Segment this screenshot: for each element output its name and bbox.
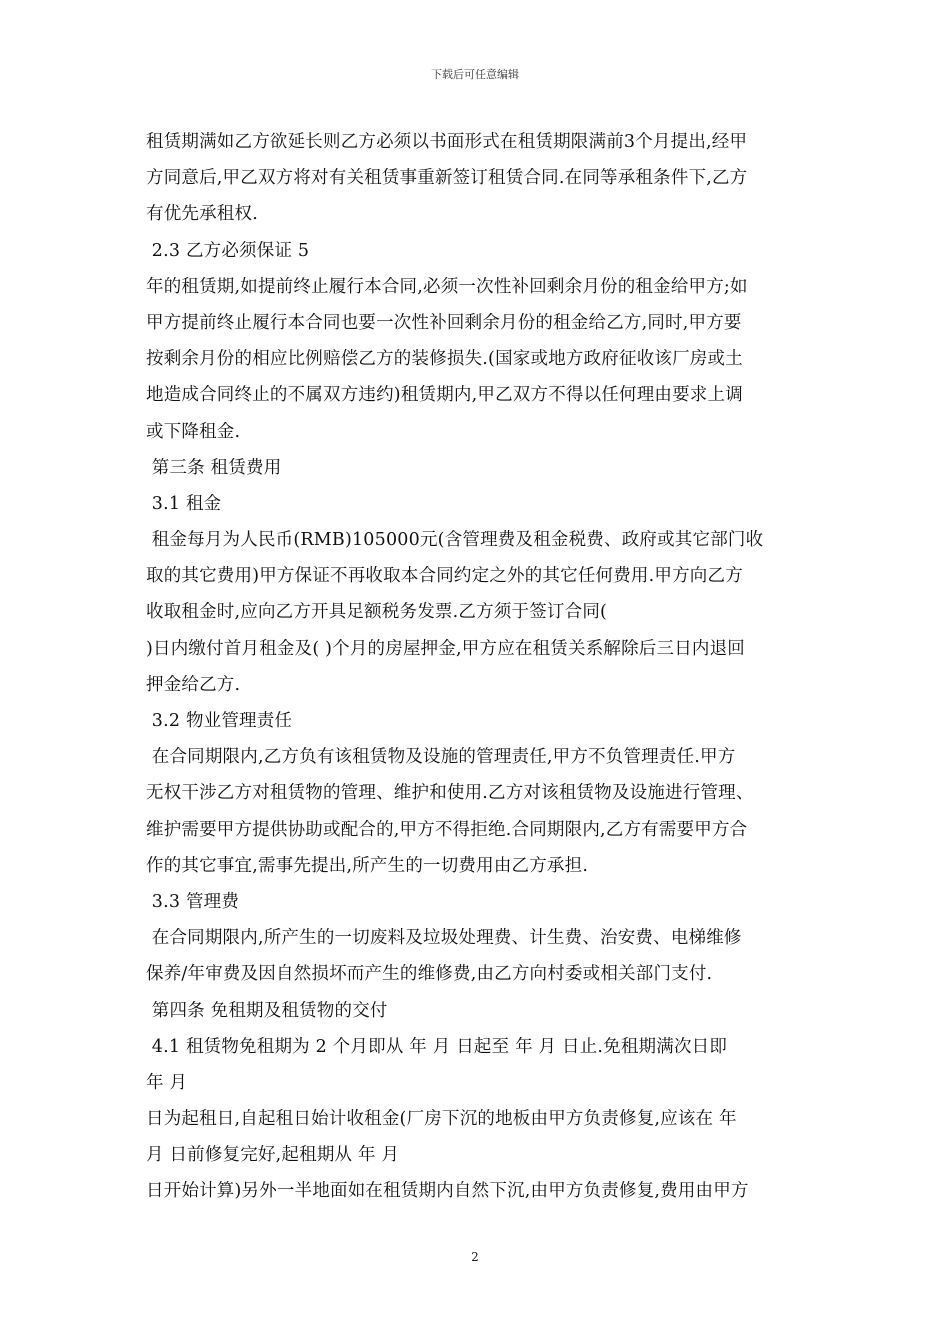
text-line: 有优先承租权. xyxy=(146,204,258,225)
text-line: 甲方提前终止履行本合同也要一次性补回剩余月份的租金给乙方,同时,甲方要 xyxy=(146,312,742,333)
text-line: 作的其它事宜,需事先提出,所产生的一切费用由乙方承担. xyxy=(146,855,589,876)
document-body xyxy=(146,124,810,1210)
text-line: 维护需要甲方提供协助或配合的,甲方不得拒绝.合同期限内,乙方有需要甲方合 xyxy=(146,819,748,840)
text-line: 地造成合同终止的不属双方违约)租赁期内,甲乙双方不得以任何理由要求上调 xyxy=(146,385,743,406)
text-line: 年 月 xyxy=(146,1072,188,1093)
text-line: 在合同期限内,乙方负有该租赁物及设施的管理责任,甲方不负管理责任.甲方 xyxy=(146,747,736,768)
text-line: 日开始计算)另外一半地面如在租赁期内自然下沉,由甲方负责修复,费用由甲方 xyxy=(146,1181,749,1202)
section-heading: 3.2 物业管理责任 xyxy=(146,711,293,731)
article-heading: 第三条 租赁费用 xyxy=(146,457,282,478)
text-line: 无权干涉乙方对租赁物的管理、维护和使用.乙方对该租赁物及设施进行管理、 xyxy=(146,783,754,804)
text-line: 收取租金时,应向乙方开具足额税务发票.乙方须于签订合同( xyxy=(146,602,608,623)
text-line: 保养/年审费及因自然损坏而产生的维修费,由乙方向村委或相关部门支付. xyxy=(146,964,713,985)
text-line: 押金给乙方. xyxy=(146,674,241,695)
section-heading: 3.3 管理费 xyxy=(146,891,240,912)
text-line: 日为起租日,自起租日始计收租金(厂房下沉的地板由甲方负责修复,应该在 年 xyxy=(146,1109,737,1130)
text-line: 月 日前修复完好,起租期从 年 月 xyxy=(146,1145,400,1166)
text-line: 按剩余月份的相应比例赔偿乙方的装修损失.(国家或地方政府征收该厂房或土 xyxy=(146,349,743,370)
page-header: 下载后可任意编辑 xyxy=(431,68,519,81)
article-heading: 第四条 免租期及租赁物的交付 xyxy=(146,1000,388,1021)
text-line: 在合同期限内,所产生的一切废料及垃圾处理费、计生费、治安费、电梯维修 xyxy=(146,928,742,949)
text-line: 或下降租金. xyxy=(146,421,241,442)
text-line: 4.1 租赁物免租期为 2 个月即从 年 月 日起至 年 月 日止.免租期满次日即 xyxy=(146,1036,728,1057)
page-number: 2 xyxy=(471,1250,479,1264)
section-heading: 2.3 乙方必须保证 5 xyxy=(146,240,310,261)
section-heading: 3.1 租金 xyxy=(146,493,222,514)
text-line: 租赁期满如乙方欲延长则乙方必须以书面形式在租赁期限满前3个月提出,经甲 xyxy=(146,132,748,152)
text-line: 租金每月为人民币(RMB)105000元(含管理费及租金税费、政府或其它部门收 xyxy=(146,530,764,551)
text-line: 取的其它费用)甲方保证不再收取本合同约定之外的其它任何费用.甲方向乙方 xyxy=(146,566,743,587)
text-line: 方同意后,甲乙双方将对有关租赁事重新签订租赁合同.在同等承租条件下,乙方 xyxy=(146,168,748,189)
text-line: 年的租赁期,如提前终止履行本合同,必须一次性补回剩余月份的租金给甲方;如 xyxy=(146,276,748,297)
text-line: )日内缴付首月租金及( )个月的房屋押金,甲方应在租赁关系解除后三日内退回 xyxy=(146,638,746,659)
